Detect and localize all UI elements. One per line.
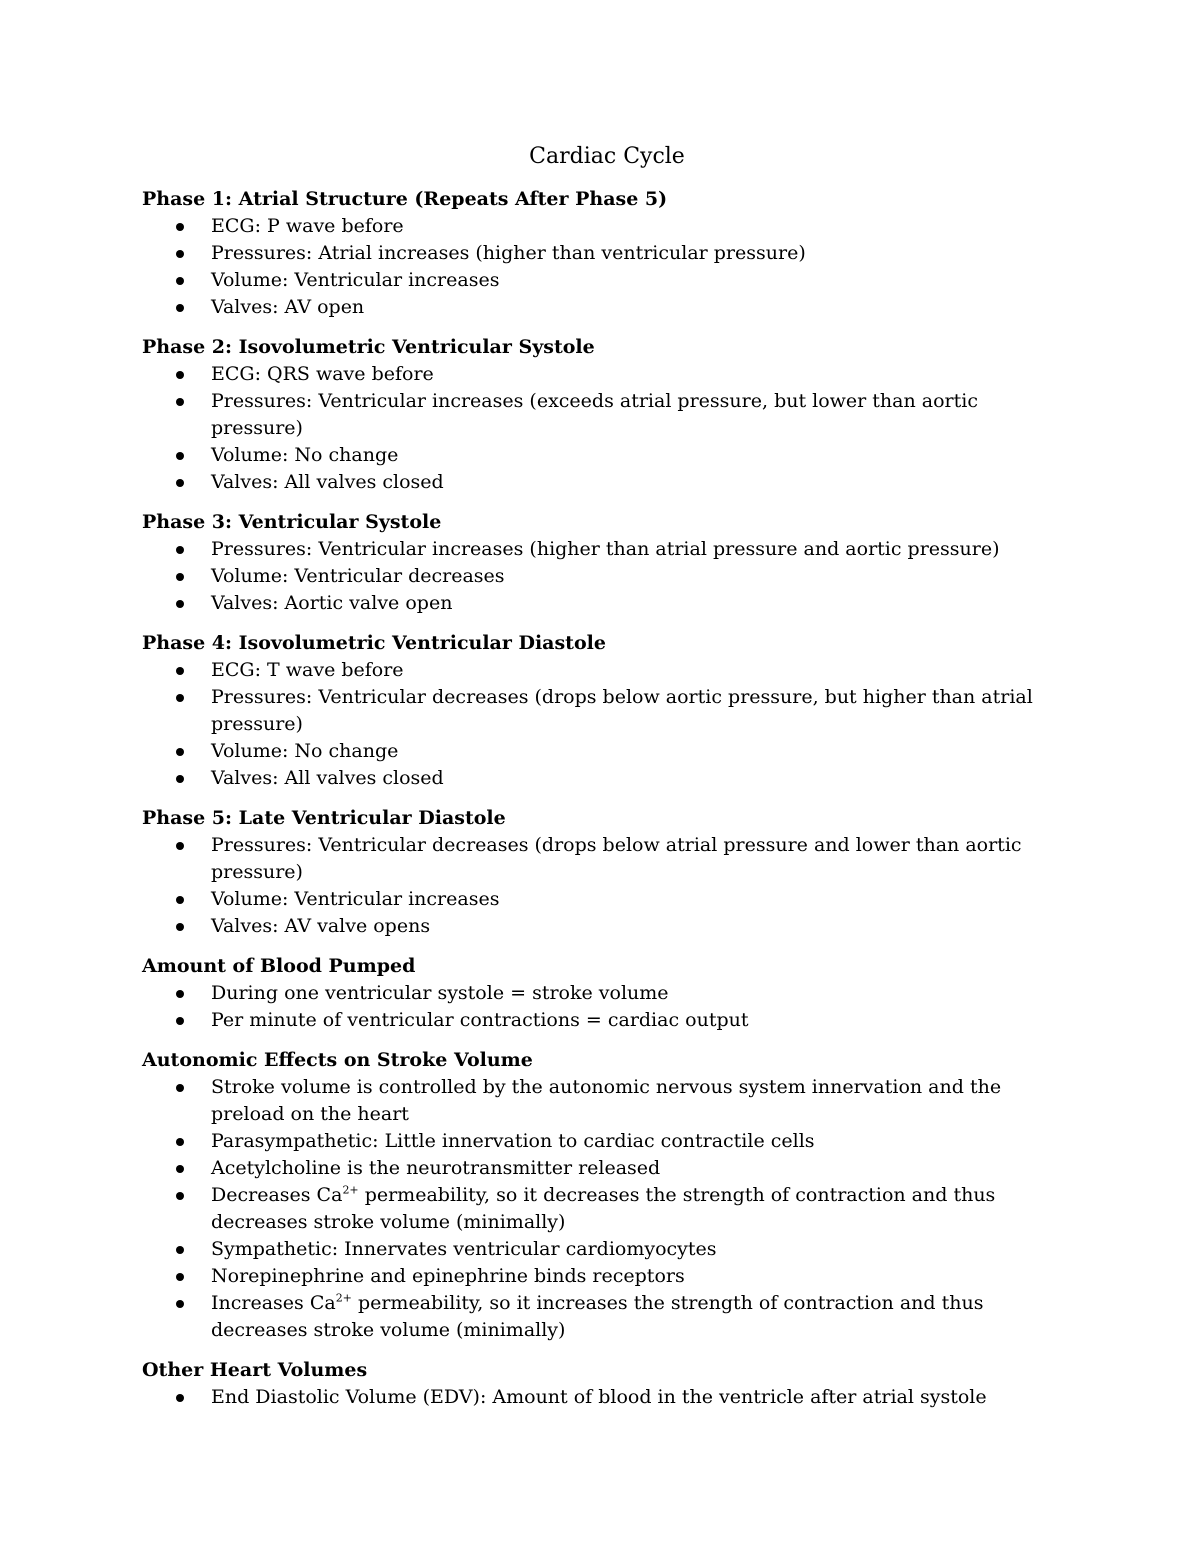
list-item [142,1007,1072,1034]
list-item [142,1236,1072,1263]
bullet-icon [176,1084,184,1092]
item-text: End Diastolic Volume (EDV): Amount of blood in the ventricle after atrial systole [211,1386,987,1408]
bullet-icon [176,1273,184,1281]
list-item [142,563,1072,590]
document-title: Cardiac Cycle [529,144,685,169]
bullet-icon [176,1192,184,1200]
bullet-icon [176,371,184,379]
list-item [142,738,1072,765]
list-item [142,684,1072,738]
section-heading: Phase 1: Atrial Structure (Repeats After Phase 5) [142,188,668,210]
item-text: Volume: Ventricular increases [211,269,500,291]
list-item [142,765,1072,792]
list-item [142,1290,1072,1344]
list-item [142,240,1072,267]
item-text: Volume: No change [211,444,399,466]
superscript: 2+ [335,1291,352,1305]
bullet-icon [176,1394,184,1402]
list-item [142,469,1072,496]
sections-container [142,186,1072,1411]
bullet-list [142,1074,1072,1344]
item-text: Pressures: Atrial increases (higher than ventricular pressure) [211,242,806,264]
bullet-list [142,980,1072,1034]
item-text: Valves: Aortic valve open [211,592,453,614]
item-text: permeability, so it increases the strength of contraction and thus decreases stroke volume (minimally) [211,1292,984,1341]
section-heading: Other Heart Volumes [142,1359,368,1381]
list-item [142,980,1072,1007]
item-text: Valves: AV open [211,296,365,318]
bullet-icon [176,452,184,460]
bullet-icon [176,398,184,406]
item-text: Volume: No change [211,740,399,762]
item-text: Stroke volume is controlled by the autonomic nervous system innervation and the preload on the heart [211,1076,1002,1125]
bullet-icon [176,1017,184,1025]
section [142,334,1072,496]
item-text: Pressures: Ventricular decreases (drops below atrial pressure and lower than aortic pressure) [211,834,1022,883]
list-item [142,1074,1072,1128]
list-item [142,886,1072,913]
section [142,1357,1072,1411]
section [142,1047,1072,1344]
bullet-icon [176,304,184,312]
bullet-icon [176,896,184,904]
list-item [142,590,1072,617]
bullet-icon [176,573,184,581]
list-item [142,361,1072,388]
bullet-icon [176,990,184,998]
bullet-icon [176,600,184,608]
bullet-icon [176,842,184,850]
list-item [142,1155,1072,1182]
bullet-list [142,361,1072,496]
bullet-icon [176,1300,184,1308]
item-text: Decreases Ca [211,1184,343,1206]
item-text: Valves: AV valve opens [211,915,431,937]
list-item [142,1128,1072,1155]
item-text: Norepinephrine and epinephrine binds receptors [211,1265,685,1287]
bullet-list [142,832,1072,940]
section-heading: Amount of Blood Pumped [142,955,416,977]
list-item [142,1182,1072,1236]
section-heading: Phase 5: Late Ventricular Diastole [142,807,506,829]
bullet-icon [176,775,184,783]
bullet-list [142,657,1072,792]
bullet-list [142,213,1072,321]
section [142,953,1072,1034]
item-text: Valves: All valves closed [211,767,444,789]
item-text: Valves: All valves closed [211,471,444,493]
item-text: Parasympathetic: Little innervation to cardiac contractile cells [211,1130,815,1152]
item-text: Increases Ca [211,1292,336,1314]
list-item [142,657,1072,684]
bullet-icon [176,546,184,554]
bullet-icon [176,1165,184,1173]
bullet-list [142,536,1072,617]
item-text: Pressures: Ventricular increases (higher than atrial pressure and aortic pressure) [211,538,1000,560]
section [142,186,1072,321]
item-text: Pressures: Ventricular decreases (drops below aortic pressure, but higher than atrial pressure) [211,686,1033,735]
document-page [142,140,1072,1424]
bullet-icon [176,1138,184,1146]
bullet-icon [176,250,184,258]
bullet-icon [176,479,184,487]
item-text: ECG: T wave before [211,659,404,681]
list-item [142,536,1072,563]
bullet-icon [176,923,184,931]
list-item [142,267,1072,294]
section-heading: Autonomic Effects on Stroke Volume [142,1049,533,1071]
section-heading: Phase 4: Isovolumetric Ventricular Diastole [142,632,606,654]
list-item [142,913,1072,940]
bullet-icon [176,748,184,756]
list-item [142,294,1072,321]
list-item [142,388,1072,442]
item-text: Per minute of ventricular contractions = cardiac output [211,1009,749,1031]
section [142,509,1072,617]
list-item [142,1263,1072,1290]
item-text: Sympathetic: Innervates ventricular cardiomyocytes [211,1238,717,1260]
item-text: ECG: P wave before [211,215,404,237]
list-item [142,213,1072,240]
section-heading: Phase 3: Ventricular Systole [142,511,442,533]
section [142,805,1072,940]
item-text: Acetylcholine is the neurotransmitter released [211,1157,661,1179]
bullet-icon [176,1246,184,1254]
item-text: Volume: Ventricular increases [211,888,500,910]
item-text: During one ventricular systole = stroke volume [211,982,669,1004]
section [142,630,1072,792]
section-heading: Phase 2: Isovolumetric Ventricular Systole [142,336,595,358]
item-text: ECG: QRS wave before [211,363,434,385]
superscript: 2+ [342,1183,359,1197]
list-item [142,442,1072,469]
bullet-icon [176,277,184,285]
list-item [142,832,1072,886]
bullet-icon [176,694,184,702]
bullet-icon [176,667,184,675]
item-text: Pressures: Ventricular increases (exceeds atrial pressure, but lower than aortic pressure) [211,390,978,439]
bullet-icon [176,223,184,231]
item-text: permeability, so it decreases the strength of contraction and thus decreases stroke volume (minimally) [211,1184,996,1233]
item-text: Volume: Ventricular decreases [211,565,505,587]
bullet-list [142,1384,1072,1411]
list-item [142,1384,1072,1411]
